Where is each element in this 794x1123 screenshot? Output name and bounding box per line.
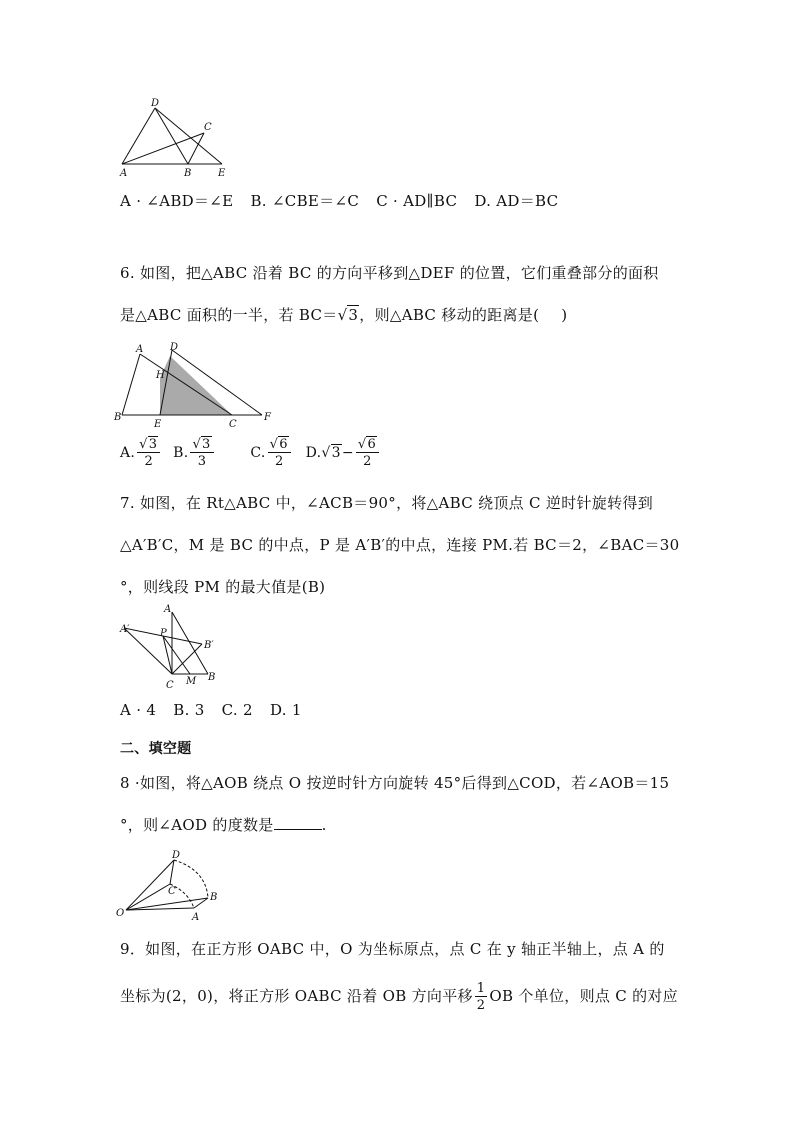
q5-label-a: A (120, 168, 128, 178)
q6-label-h: H (156, 370, 165, 381)
q6-label-e: E (154, 419, 162, 430)
q7-options (120, 701, 314, 719)
q6-sqrt-value: 3 (348, 306, 359, 324)
q6-option-d[interactable]: D.√3− $\frac{√6}{2}$ (306, 445, 381, 461)
q6-option-d-den: 2 (363, 454, 372, 469)
q8-answer-blank[interactable] (274, 817, 322, 830)
q5-label-b: B (184, 168, 192, 178)
q5-figure (112, 96, 232, 178)
q9-text-b: OB 个单位，则点 C 的对应 (489, 987, 678, 1005)
q6-label-d: D (170, 342, 179, 353)
q6-line2 (120, 304, 567, 325)
q5-label-e: E (218, 168, 226, 178)
q9-frac-num: 1 (476, 981, 486, 996)
q8-figure (112, 848, 222, 924)
q5-option-d[interactable]: D. AD＝BC (474, 192, 559, 210)
q7-label-b-prime: B′ (204, 640, 214, 651)
q6-label-c: C (229, 419, 237, 430)
q7-label-p: P (160, 628, 167, 639)
q8-text-b: . (321, 816, 327, 834)
q7-line1: 7. 如图，在 Rt△ABC 中，∠ACB＝90°，将△ABC 绕顶点 C 逆时针旋转得到 (120, 494, 654, 512)
q7-label-a-prime: A′ (120, 624, 130, 635)
q6-option-b-num: 3 (202, 437, 211, 452)
q6-figure (112, 340, 282, 430)
q7-figure (112, 600, 222, 692)
q6-sqrt-sign: √ (337, 306, 348, 324)
q6-option-d-num: 6 (367, 437, 377, 452)
q6-line1: 6. 如图，把△ABC 沿着 BC 的方向平移到△DEF 的位置，它们重叠部分的面积 (120, 264, 659, 282)
q7-label-c: C (166, 680, 174, 691)
q5-option-c[interactable]: C · AD∥BC (376, 192, 458, 210)
q8-line1: 8 ·如图，将△AOB 绕点 O 按逆时针方向旋转 45°后得到△COD，若∠AOB＝15 (120, 774, 670, 792)
q7-line2: △A′B′C，M 是 BC 的中点，P 是 A′B′的中点，连接 PM.若 BC＝2，∠BAC＝30 (120, 536, 680, 554)
q8-line2 (120, 814, 327, 835)
q7-label-m: M (186, 676, 197, 687)
q7-option-a[interactable]: A · 4 (120, 701, 157, 719)
q8-label-d: D (172, 850, 181, 861)
q5-option-a[interactable]: A · ∠ABD＝∠E (120, 192, 234, 210)
q8-label-c: C (168, 886, 176, 897)
q6-option-a-label: A. (120, 445, 136, 461)
q7-line3: °，则线段 PM 的最大值是(B) (120, 578, 326, 596)
q8-label-b: B (210, 892, 218, 903)
q7-option-c[interactable]: C. 2 (221, 701, 253, 719)
q9-line1: 9．如图，在正方形 OABC 中，O 为坐标原点，点 C 在 y 轴正半轴上，点 A 的 (120, 940, 665, 958)
q9-text-a: 坐标为(2，0)，将正方形 OABC 沿着 OB 方向平移 (120, 987, 473, 1005)
q7-label-a: A (164, 604, 172, 615)
q6-option-c-den: 2 (274, 454, 284, 469)
q6-option-a[interactable]: A. $\frac{√3}{2}$ (120, 445, 162, 461)
q7-option-b[interactable]: B. 3 (173, 701, 205, 719)
q6-text-c: ) (561, 306, 568, 324)
q7-option-d[interactable]: D. 1 (269, 701, 302, 719)
section-heading-fill-in: 二、填空题 (120, 741, 192, 757)
q6-option-a-num: 3 (148, 437, 158, 452)
q6-option-b-label: B. (173, 445, 189, 461)
q7-label-b: B (208, 672, 216, 683)
q6-label-b: B (114, 412, 122, 423)
q6-option-d-label: D. (305, 445, 322, 461)
q6-text-a: 是△ABC 面积的一半，若 BC＝ (120, 306, 338, 324)
q6-option-a-den: 2 (144, 454, 154, 469)
q8-label-a: A (192, 912, 200, 923)
q6-text-b: ，则△ABC 移动的距离是( (359, 306, 540, 324)
q6-option-d-sqrt: 3 (331, 445, 341, 461)
q6-options (120, 438, 381, 468)
q6-option-b-den: 3 (197, 454, 207, 469)
q8-label-o: O (116, 908, 125, 919)
q6-label-a: A (136, 344, 144, 355)
q6-option-c-num: 6 (279, 437, 288, 452)
q5-option-b[interactable]: B. ∠CBE＝∠C (250, 192, 360, 210)
q5-label-d: D (151, 98, 160, 109)
q6-option-c-label: C. (250, 445, 266, 461)
q6-option-b[interactable]: B. $\frac{√3}{3}$ (173, 445, 216, 461)
q9-line2 (120, 982, 678, 1012)
q9-frac-den: 2 (476, 998, 486, 1013)
q8-text-a: °，则∠AOD 的度数是 (120, 816, 274, 834)
q6-option-d-minus: − (341, 445, 354, 461)
q6-label-f: F (264, 412, 271, 423)
q6-option-c[interactable]: C. $\frac{√6}{2}$ (250, 445, 292, 461)
q5-options (120, 190, 570, 211)
q5-label-c: C (204, 122, 212, 133)
